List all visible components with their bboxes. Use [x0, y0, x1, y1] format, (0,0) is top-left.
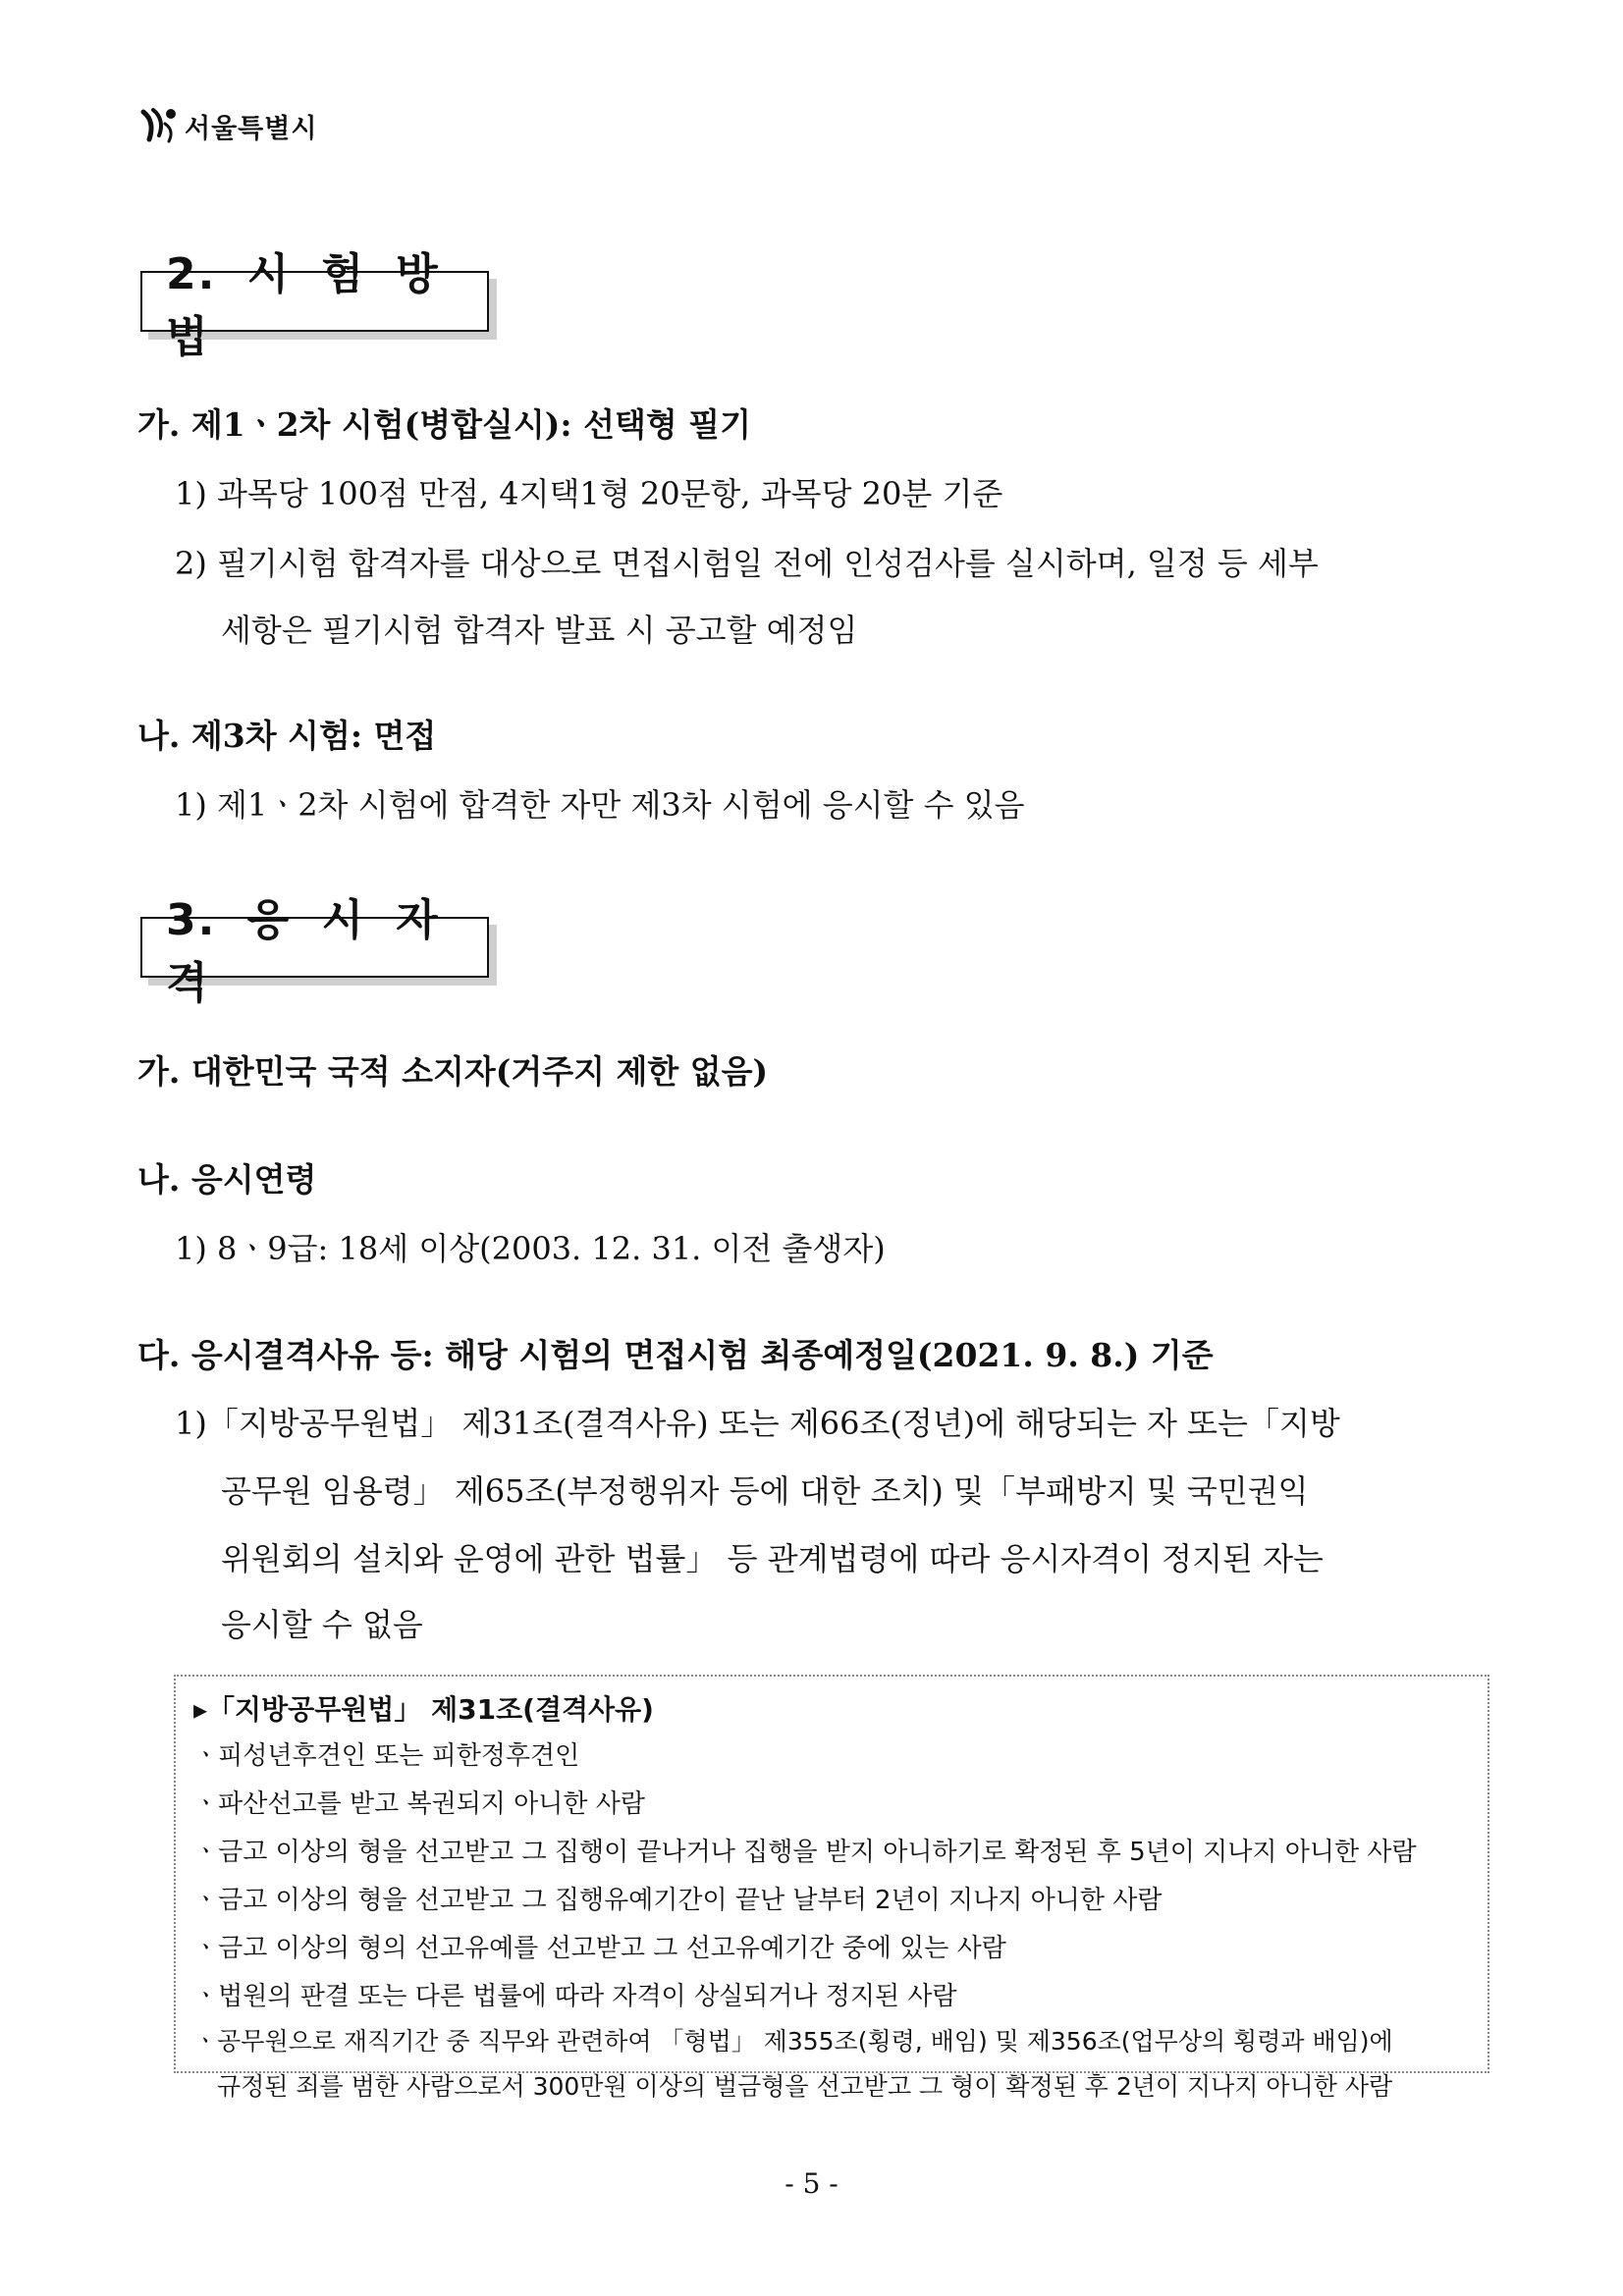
list-item: 1) 과목당 100점 만점, 4지택1형 20문항, 과목당 20분 기준: [175, 475, 1003, 512]
list-item: 1) 제1ㆍ2차 시험에 합격한 자만 제3차 시험에 응시할 수 있음: [175, 786, 1025, 824]
note-line: ㆍ공무원으로 재직기간 중 직무와 관련하여 「형법」 제355조(횡령, 배임) 및 제356조(업무상의 횡령과 배임)에: [193, 2027, 1393, 2056]
subheading-disqualification: 다. 응시결격사유 등: 해당 시험의 면접시험 최종예정일(2021. 9. 8.) 기준: [137, 1336, 1214, 1374]
list-item-continuation: 위원회의 설치와 운영에 관한 법률」 등 관계법령에 따라 응시자격이 정지된 자는: [221, 1540, 1324, 1577]
note-title: ▸「지방공무원법」 제31조(결격사유): [193, 1693, 654, 1726]
note-line-continuation: 규정된 죄를 범한 사람으로서 300만원 이상의 벌금형을 선고받고 그 형이 확정된 후 2년이 지나지 아니한 사람: [217, 2072, 1393, 2101]
section-title-eligibility: 3. 응 시 자 격: [140, 917, 489, 978]
page-number: - 5 -: [784, 2167, 839, 2200]
note-line: ㆍ금고 이상의 형의 선고유예를 선고받고 그 선고유예기간 중에 있는 사람: [193, 1934, 1006, 1963]
header-logo: [137, 106, 317, 145]
list-item-continuation: 공무원 임용령」 제65조(부정행위자 등에 대한 조치) 및「부패방지 및 국민권익: [221, 1472, 1309, 1510]
subheading-written-exam: 가. 제1ㆍ2차 시험(병합실시): 선택형 필기: [137, 405, 751, 444]
seoul-logo-icon: [137, 106, 181, 145]
list-item: 1)「지방공무원법」 제31조(결격사유) 또는 제66조(정년)에 해당되는 자 또는「지방: [175, 1405, 1340, 1442]
section-title-exam-method: 2. 시 험 방 법: [140, 271, 489, 332]
note-line: ㆍ피성년후견인 또는 피한정후견인: [193, 1741, 580, 1771]
subheading-nationality: 가. 대한민국 국적 소지자(거주지 제한 없음): [137, 1052, 769, 1091]
list-item-continuation: 응시할 수 없음: [221, 1606, 423, 1643]
list-item-continuation: 세항은 필기시험 합격자 발표 시 공고할 예정임: [221, 612, 858, 649]
note-box: [174, 1675, 1489, 2101]
org-name: 서울특별시: [185, 113, 318, 144]
note-line: ㆍ금고 이상의 형을 선고받고 그 집행이 끝나거나 집행을 받지 아니하기로 확정된 후 5년이 지나지 아니한 사람: [193, 1838, 1417, 1867]
note-line: ㆍ금고 이상의 형을 선고받고 그 집행유예기간이 끝난 날부터 2년이 지나지 아니한 사람: [193, 1886, 1163, 1915]
list-item: 2) 필기시험 합격자를 대상으로 면접시험일 전에 인성검사를 실시하며, 일정 등 세부: [175, 545, 1319, 582]
note-line: ㆍ법원의 판결 또는 다른 법률에 따라 자격이 상실되거나 정지된 사람: [193, 1982, 957, 2011]
subheading-interview: 나. 제3차 시험: 면접: [137, 717, 437, 755]
subheading-age: 나. 응시연령: [137, 1160, 317, 1199]
note-line: ㆍ파산선고를 받고 복권되지 아니한 사람: [193, 1789, 646, 1819]
list-item: 1) 8ㆍ9급: 18세 이상(2003. 12. 31. 이전 출생자): [175, 1230, 886, 1267]
